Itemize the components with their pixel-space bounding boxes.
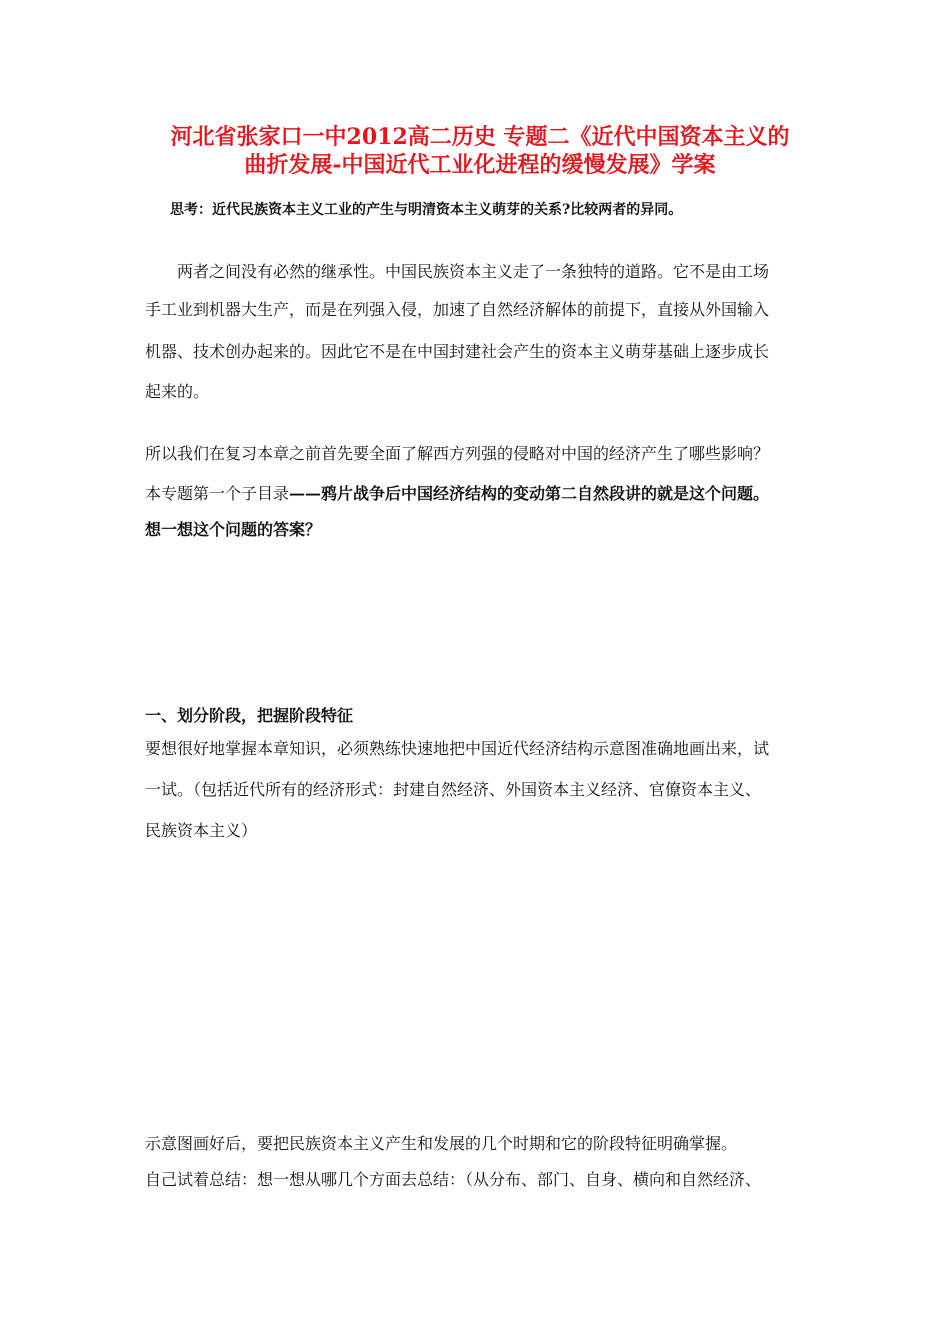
- question-line: 想一想这个问题的答案？: [145, 520, 322, 539]
- section1-line-1: 要想很好地掌握本章知识，必须熟练快速地把中国近代经济结构示意图准确地画出来，试: [145, 739, 770, 758]
- section1-line-3: 民族资本主义）: [145, 821, 258, 840]
- document-title-line2: 曲折发展-中国近代工业化进程的缓慢发展》学案: [244, 152, 716, 178]
- answer-line-1: 两者之间没有必然的继承性。中国民族资本主义走了一条独特的道路。它不是由工场: [177, 262, 770, 281]
- subsection-line: [145, 481, 769, 504]
- after-diagram-line: 示意图画好后，要把民族资本主义产生和发展的几个时期和它的阶段特征明确掌握。: [145, 1134, 738, 1153]
- answer-line-2: 手工业到机器大生产，而是在列强入侵，加速了自然经济解体的前提下，直接从外国输入: [145, 300, 770, 319]
- summary-line: 自己试着总结：想一想从哪几个方面去总结：（从分布、部门、自身、横向和自然经济、: [145, 1170, 762, 1189]
- section1-line-2: 一试。（包括近代所有的经济形式：封建自然经济、外国资本主义经济、官僚资本主义、: [145, 780, 762, 799]
- thinking-question: 思考：近代民族资本主义工业的产生与明清资本主义萌芽的关系?比较两者的异同。: [170, 202, 683, 218]
- document-title-line1: 河北省张家口一中2012高二历史 专题二《近代中国资本主义的: [170, 124, 790, 150]
- answer-line-4: 起来的。: [145, 382, 210, 401]
- section1-heading: 一、划分阶段，把握阶段特征: [145, 706, 354, 725]
- review-line: 所以我们在复习本章之前首先要全面了解西方列强的侵略对中国的经济产生了哪些影响？: [145, 444, 770, 463]
- answer-line-3: 机器、技术创办起来的。因此它不是在中国封建社会产生的资本主义萌芽基础上逐步成长: [145, 342, 770, 361]
- subsection-bold: ——鸦片战争后中国经济结构的变动第二自然段讲的就是这个问题。: [289, 484, 770, 503]
- subsection-prefix: 本专题第一个子目录: [145, 484, 290, 503]
